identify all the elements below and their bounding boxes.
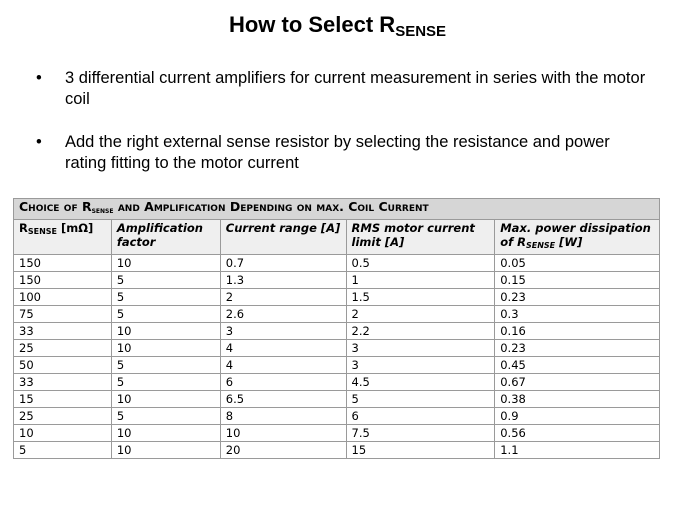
header-amplification: Amplification factor bbox=[111, 220, 220, 255]
cell-current-range: 0.7 bbox=[220, 255, 346, 272]
rsense-table bbox=[13, 198, 660, 459]
cell-current-range: 6 bbox=[220, 374, 346, 391]
cell-amplification: 5 bbox=[111, 374, 220, 391]
table-row bbox=[14, 255, 660, 272]
table-row bbox=[14, 306, 660, 323]
header-current-range: Current range [A] bbox=[220, 220, 346, 255]
cell-amplification: 5 bbox=[111, 306, 220, 323]
cell-rsense: 150 bbox=[14, 272, 112, 289]
cell-power: 0.9 bbox=[495, 408, 660, 425]
cell-amplification: 5 bbox=[111, 357, 220, 374]
table-caption bbox=[14, 199, 660, 220]
cell-rms-limit: 15 bbox=[346, 442, 495, 459]
cell-amplification: 10 bbox=[111, 323, 220, 340]
cell-rms-limit: 5 bbox=[346, 391, 495, 408]
cell-power: 0.3 bbox=[495, 306, 660, 323]
cell-rms-limit: 1.5 bbox=[346, 289, 495, 306]
cell-rsense: 25 bbox=[14, 340, 112, 357]
cell-rms-limit: 1 bbox=[346, 272, 495, 289]
table-row bbox=[14, 340, 660, 357]
cell-power: 1.1 bbox=[495, 442, 660, 459]
cell-amplification: 10 bbox=[111, 442, 220, 459]
table-caption-post: and Amplification Depending on max. Coil Current bbox=[113, 199, 429, 214]
table-row bbox=[14, 357, 660, 374]
cell-amplification: 10 bbox=[111, 391, 220, 408]
table-header-row bbox=[14, 220, 660, 255]
cell-rms-limit: 3 bbox=[346, 340, 495, 357]
cell-amplification: 10 bbox=[111, 425, 220, 442]
cell-power: 0.16 bbox=[495, 323, 660, 340]
cell-rsense: 150 bbox=[14, 255, 112, 272]
table-row bbox=[14, 425, 660, 442]
header-rsense bbox=[14, 220, 112, 255]
cell-rms-limit: 6 bbox=[346, 408, 495, 425]
table-caption-row bbox=[14, 199, 660, 220]
cell-amplification: 5 bbox=[111, 272, 220, 289]
cell-rsense: 33 bbox=[14, 374, 112, 391]
table-row bbox=[14, 323, 660, 340]
slide-title bbox=[0, 12, 675, 40]
cell-power: 0.38 bbox=[495, 391, 660, 408]
table-row bbox=[14, 408, 660, 425]
cell-current-range: 3 bbox=[220, 323, 346, 340]
bullet-text: 3 differential current amplifiers for current measurement in series with the motor coil bbox=[65, 69, 646, 108]
table-caption-sub: sense bbox=[91, 206, 114, 215]
bullet-text: Add the right external sense resistor by selecting the resistance and power rating fitting to the motor current bbox=[65, 133, 610, 172]
header-rsense-post: [mΩ] bbox=[57, 221, 94, 235]
cell-rms-limit: 4.5 bbox=[346, 374, 495, 391]
cell-power: 0.05 bbox=[495, 255, 660, 272]
bullet-item bbox=[36, 132, 646, 174]
table-row bbox=[14, 272, 660, 289]
header-power-post: [W] bbox=[555, 235, 583, 249]
cell-current-range: 6.5 bbox=[220, 391, 346, 408]
slide-title-text: How to Select R bbox=[228, 12, 396, 37]
cell-rms-limit: 0.5 bbox=[346, 255, 495, 272]
cell-amplification: 5 bbox=[111, 289, 220, 306]
cell-current-range: 8 bbox=[220, 408, 346, 425]
cell-amplification: 10 bbox=[111, 340, 220, 357]
cell-current-range: 4 bbox=[220, 340, 346, 357]
bullet-item bbox=[36, 68, 646, 110]
cell-rsense: 15 bbox=[14, 391, 112, 408]
table-row bbox=[14, 391, 660, 408]
cell-current-range: 2.6 bbox=[220, 306, 346, 323]
slide-title-subscript: SENSE bbox=[395, 23, 447, 40]
cell-current-range: 10 bbox=[220, 425, 346, 442]
table-row bbox=[14, 374, 660, 391]
cell-power: 0.45 bbox=[495, 357, 660, 374]
header-rms-limit: RMS motor current limit [A] bbox=[346, 220, 495, 255]
bullet-marker: • bbox=[36, 69, 42, 87]
bullet-list bbox=[36, 68, 646, 196]
header-rsense-pre: R bbox=[19, 221, 28, 235]
table-caption-pre: Choice of R bbox=[19, 199, 92, 214]
cell-rsense: 10 bbox=[14, 425, 112, 442]
cell-rsense: 33 bbox=[14, 323, 112, 340]
table-row bbox=[14, 442, 660, 459]
cell-rms-limit: 2 bbox=[346, 306, 495, 323]
cell-amplification: 5 bbox=[111, 408, 220, 425]
cell-power: 0.23 bbox=[495, 289, 660, 306]
header-power-sub: SENSE bbox=[526, 241, 556, 250]
header-power-pre: Max. power dissipation of R bbox=[500, 221, 651, 249]
cell-power: 0.56 bbox=[495, 425, 660, 442]
cell-rms-limit: 7.5 bbox=[346, 425, 495, 442]
header-power bbox=[495, 220, 660, 255]
cell-rsense: 100 bbox=[14, 289, 112, 306]
cell-rsense: 50 bbox=[14, 357, 112, 374]
cell-current-range: 4 bbox=[220, 357, 346, 374]
cell-rsense: 25 bbox=[14, 408, 112, 425]
cell-amplification: 10 bbox=[111, 255, 220, 272]
cell-current-range: 20 bbox=[220, 442, 346, 459]
cell-rms-limit: 2.2 bbox=[346, 323, 495, 340]
cell-rms-limit: 3 bbox=[346, 357, 495, 374]
cell-rsense: 75 bbox=[14, 306, 112, 323]
cell-power: 0.15 bbox=[495, 272, 660, 289]
bullet-marker: • bbox=[36, 133, 42, 151]
cell-current-range: 2 bbox=[220, 289, 346, 306]
cell-current-range: 1.3 bbox=[220, 272, 346, 289]
table-row bbox=[14, 289, 660, 306]
cell-rsense: 5 bbox=[14, 442, 112, 459]
cell-power: 0.67 bbox=[495, 374, 660, 391]
header-rsense-sub: SENSE bbox=[27, 227, 58, 236]
cell-power: 0.23 bbox=[495, 340, 660, 357]
table-body bbox=[14, 255, 660, 459]
